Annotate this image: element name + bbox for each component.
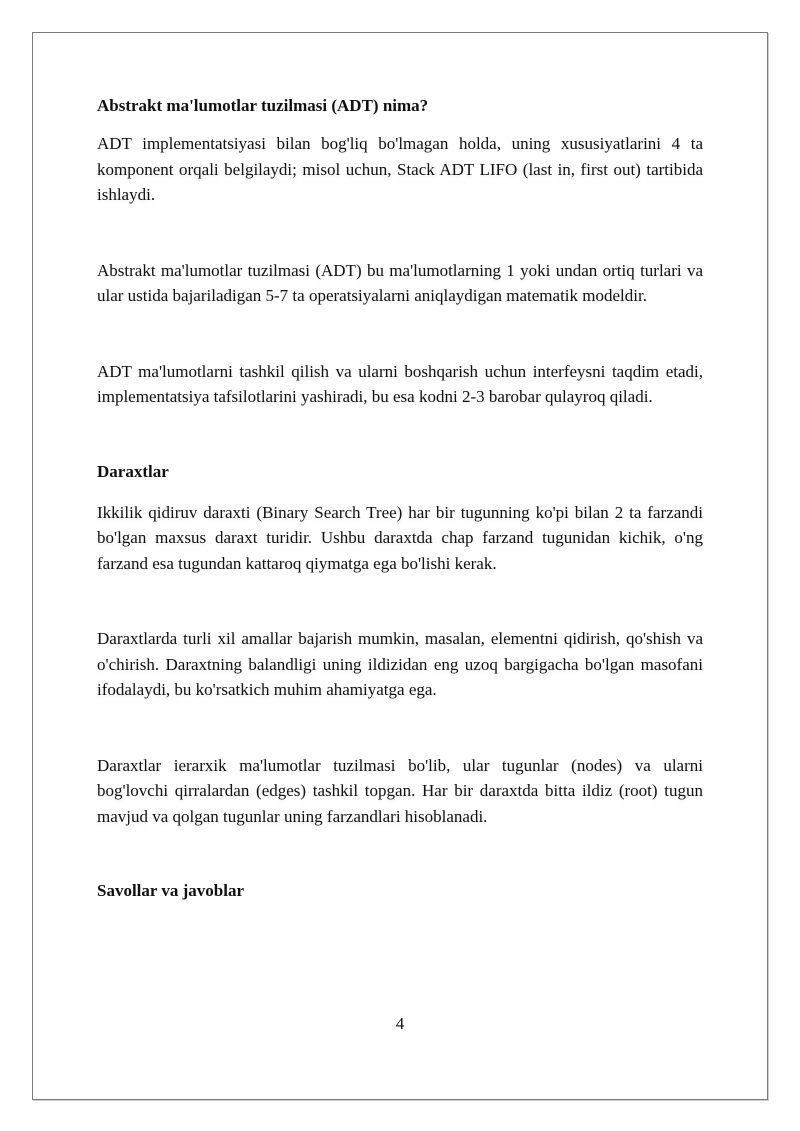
paragraph: Abstrakt ma'lumotlar tuzilmasi (ADT) bu ma'lumotlarning 1 yoki undan ortiq turlari va ular ustida bajariladigan 5-7 ta operatsiyalarni aniqlaydigan matematik modeldir. xyxy=(97,260,703,305)
section-heading-adt: Abstrakt ma'lumotlar tuzilmasi (ADT) nima? xyxy=(97,96,429,115)
paragraph: Daraxtlarda turli xil amallar bajarish mumkin, masalan, elementni qidirish, qo'shish va o'chirish. Daraxtning balandligi uning ildizidan eng uzoq bargigacha bo'lgan masofani ifodalaydi, bu ko'rsatkich muhim ahamiyatga ega. xyxy=(97,629,703,699)
section-heading-savollar: Savollar va javoblar xyxy=(97,881,245,900)
paragraph: ADT implementatsiyasi bilan bog'liq bo'lmagan holda, uning xususiyatlarini 4 ta komponent orqali belgilaydi; misol uchun, Stack ADT LIFO (last in, first out) tartibida ishlaydi. xyxy=(97,134,703,204)
page-number: 4 xyxy=(395,1014,405,1033)
paragraph: Ikkilik qidiruv daraxti (Binary Search Tree) har bir tugunning ko'pi bilan 2 ta farzandi bo'lgan maxsus daraxt turidir. Ushbu daraxtda chap farzand tugunidan kichik, o'ng farzand esa tugundan kattaroq qiymatga ega bo'lishi kerak. xyxy=(97,502,703,573)
section-heading-daraxtlar: Daraxtlar xyxy=(97,461,169,481)
document-body xyxy=(97,94,703,919)
paragraph: ADT ma'lumotlarni tashkil qilish va ularni boshqarish uchun interfeysni taqdim etadi, implementatsiya tafsilotlarini yashiradi, bu esa kodni 2-3 barobar qulayroq qiladi. xyxy=(97,361,703,406)
paragraph: Daraxtlar ierarxik ma'lumotlar tuzilmasi bo'lib, ular tugunlar (nodes) va ularni bog'lovchi qirralardan (edges) tashkil topgan. Har bir daraxtda bitta ildiz (root) tugun mavjud va qolgan tugunlar uning farzandlari hisoblanadi. xyxy=(97,755,703,826)
